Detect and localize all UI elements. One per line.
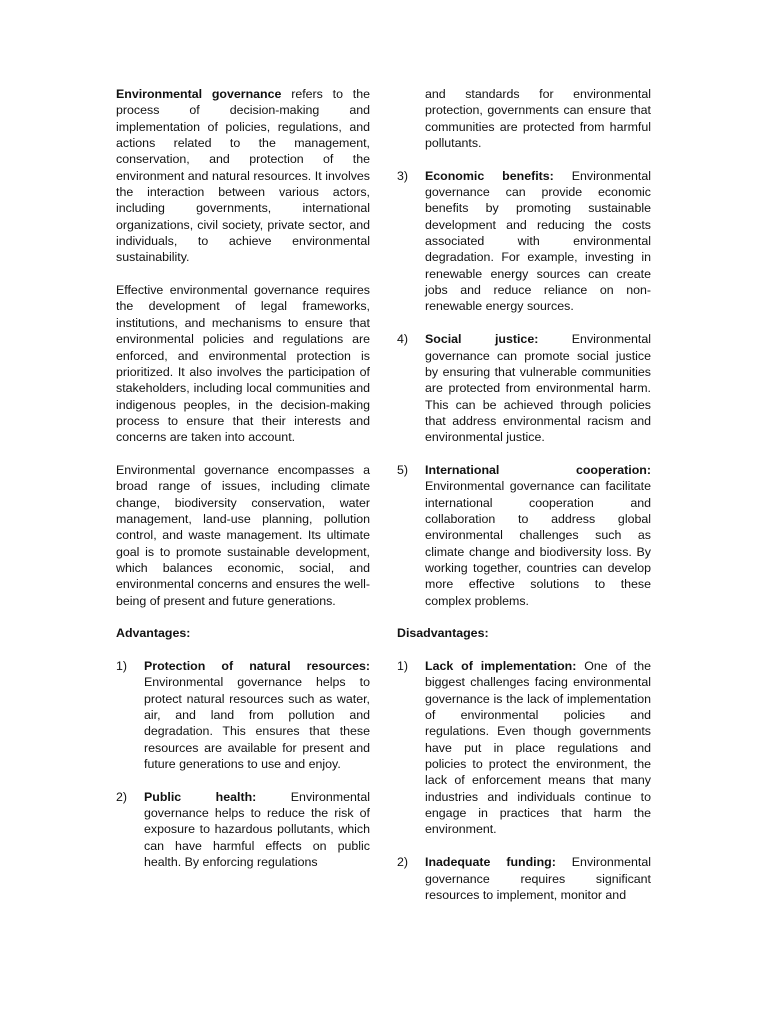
advantage-text-continued: and standards for environmental protection, governments can ensure that communities are protected from harmful pollutants. <box>425 87 651 151</box>
advantage-text: Environmental governance helps to protect natural resources such as water, air, and land from pollution and degradation. This ensures that these resources are available for present and future generations to use and enjoy. <box>144 675 370 772</box>
disadvantage-item-2 <box>397 854 651 903</box>
list-number: 5) <box>397 462 409 477</box>
advantages-heading: Advantages: <box>116 626 191 641</box>
left-column <box>116 86 370 887</box>
advantage-title: Social justice: <box>425 332 539 347</box>
advantage-item-4 <box>397 331 651 445</box>
effective-governance-paragraph: Effective environmental governance requires the development of legal frameworks, institutions, and mechanisms to ensure that environmental policies and regulations are enforced, and environmental protection is prioritized. It also involves the participation of stakeholders, including local communities and indigenous peoples, in the decision-making process to ensure that their interests and concerns are taken into account. <box>116 283 370 445</box>
advantage-title: Economic benefits: <box>425 168 554 183</box>
advantage-text: Environmental governance helps to reduce the risk of exposure to hazardous pollutants, which can have harmful effects on public health. By enforcing regulations <box>144 789 370 870</box>
disadvantages-heading: Disadvantages: <box>397 626 489 641</box>
disadvantage-text: Environmental governance requires significant resources to implement, monitor and <box>425 855 651 902</box>
advantage-text: Environmental governance can promote social justice by ensuring that vulnerable communities are protected from environmental harm. This can be achieved through policies that address environmental racism and environmental justice. <box>425 332 651 445</box>
list-number: 2) <box>116 789 128 804</box>
list-number: 1) <box>116 659 128 674</box>
intro-paragraph <box>116 86 370 266</box>
disadvantage-item-1 <box>397 658 651 838</box>
advantage-title: Protection of natural resources: <box>144 659 370 674</box>
scope-paragraph: Environmental governance encompasses a broad range of issues, including climate change, biodiversity conservation, water management, land-use planning, pollution control, and waste management. Its ultimate goal is to promote sustainable development, which balances economic, social, and environmental concerns and ensures the well-being of present and future generations. <box>116 462 370 608</box>
disadvantage-text: One of the biggest challenges facing environmental governance is the lack of implementation of environmental policies and regulations. Even though governments have put in place regulations and policies to protect the environment, the lack of enforcement means that many industries and individuals continue to engage in practices that harm the environment. <box>425 659 651 837</box>
advantage-item-2-continued <box>397 86 651 151</box>
intro-term: Environmental governance <box>116 87 282 101</box>
disadvantage-title: Inadequate funding: <box>425 855 556 870</box>
list-number: 2) <box>397 855 409 870</box>
advantage-text: Environmental governance can facilitate international cooperation and collaboration to address global environmental challenges such as climate change and biodiversity loss. By working together, countries can develop more effective solutions to these complex problems. <box>425 479 651 608</box>
list-number: 3) <box>397 168 409 183</box>
disadvantage-title: Lack of implementation: <box>425 659 577 674</box>
advantage-item-5 <box>397 462 651 609</box>
list-number: 4) <box>397 332 409 347</box>
advantage-title: International cooperation: <box>425 462 651 477</box>
list-number: 1) <box>397 659 409 674</box>
advantage-item-1 <box>116 658 370 772</box>
right-column <box>397 86 651 920</box>
advantage-item-2 <box>116 789 370 871</box>
advantage-text: Environmental governance can provide economic benefits by promoting sustainable development and reducing the costs associated with environmental degradation. For example, investing in renewable energy sources can create jobs and reduce reliance on non-renewable energy sources. <box>425 168 651 314</box>
advantage-title: Public health: <box>144 789 257 804</box>
advantage-item-3 <box>397 168 651 315</box>
intro-text: refers to the process of decision-making and implementation of policies, regulations, and actions related to the management, conservation, and protection of the environment and natural resources. It involves the interaction between various actors, including governments, international organizations, civil society, private sector, and individuals, to achieve environmental sustainability. <box>116 87 370 265</box>
